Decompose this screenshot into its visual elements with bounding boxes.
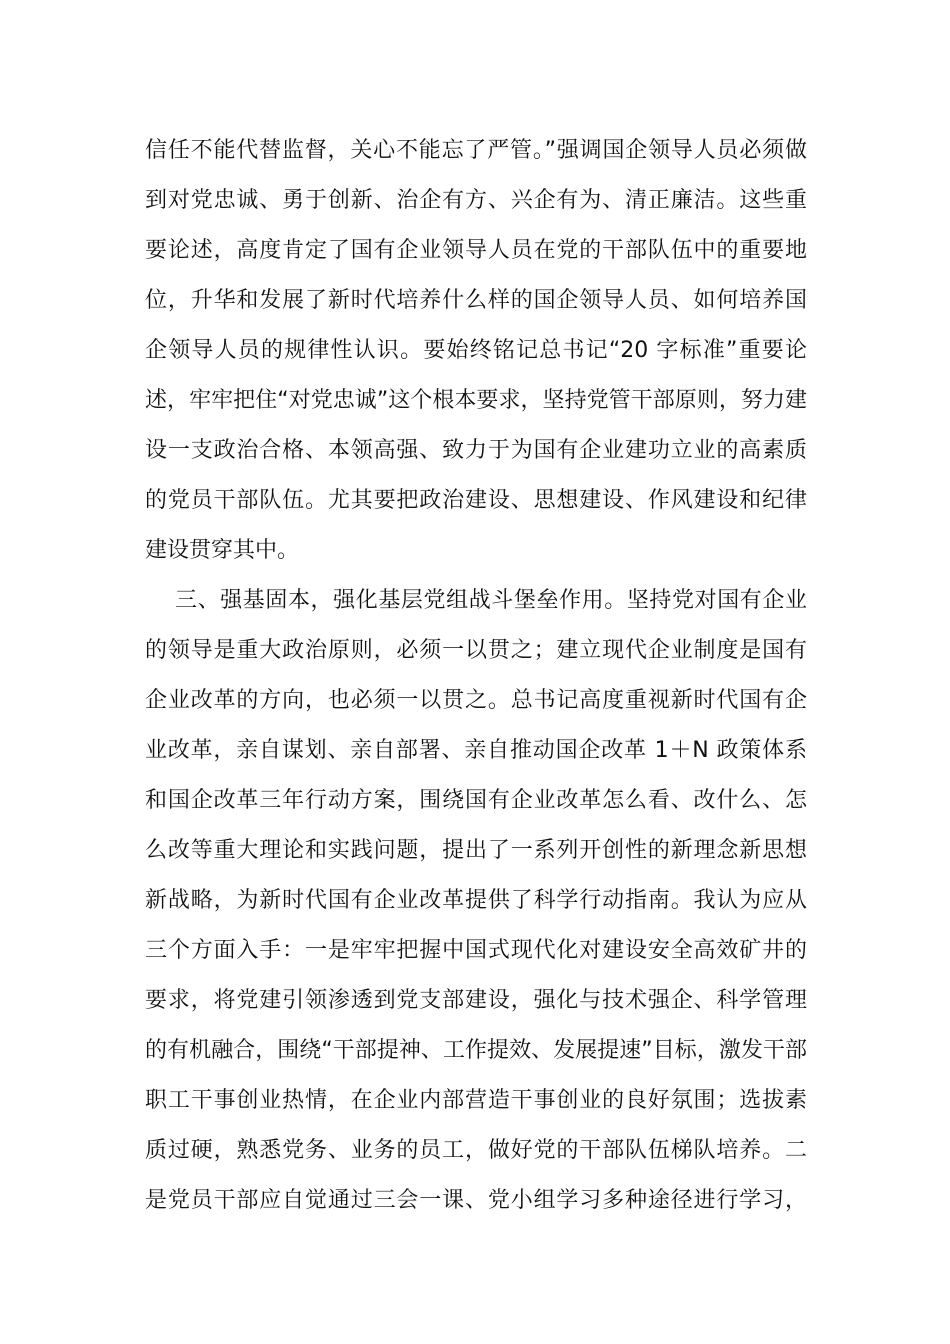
text-line: 要求，将党建引领渗透到党支部建设，强化与技术强企、科学管理 [145, 988, 807, 1013]
text-line: 新战略，为新时代国有企业改革提供了科学行动指南。我认为应从 [145, 888, 807, 913]
text-line: 么改等重大理论和实践问题，提出了一系列开创性的新理念新思想 [145, 838, 807, 863]
section-heading-line: 三、强基固本，强化基层党组战斗堡垒作用。坚持党对国有企业 [175, 588, 807, 613]
text-line: 要论述，高度肯定了国有企业领导人员在党的干部队伍中的重要地 [145, 238, 807, 263]
text-line: 质过硬，熟悉党务、业务的员工，做好党的干部队伍梯队培养。二 [145, 1138, 807, 1163]
text-line: 职工干事创业热情，在企业内部营造干事创业的良好氛围；选拔素 [145, 1088, 807, 1113]
text-line: 是党员干部应自觉通过三会一课、党小组学习多种途径进行学习， [145, 1188, 807, 1213]
text-line: 企领导人员的规律性认识。要始终铭记总书记“20 字标准”重要论 [145, 338, 807, 363]
text-line: 的党员干部队伍。尤其要把政治建设、思想建设、作风建设和纪律 [145, 488, 807, 513]
text-line: 业改革，亲自谋划、亲自部署、亲自推动国企改革 1＋N 政策体系 [145, 738, 807, 763]
body-text [145, 126, 807, 1226]
text-line: 述，牢牢把住“对党忠诚”这个根本要求，坚持党管干部原则，努力建 [145, 388, 807, 413]
text-line: 和国企改革三年行动方案，围绕国有企业改革怎么看、改什么、怎 [145, 788, 807, 813]
text-line: 到对党忠诚、勇于创新、治企有方、兴企有为、清正廉洁。这些重 [145, 188, 807, 213]
text-line: 位，升华和发展了新时代培养什么样的国企领导人员、如何培养国 [145, 288, 807, 313]
text-line: 建设贯穿其中。 [145, 538, 300, 563]
text-line: 的有机融合，围绕“干部提神、工作提效、发展提速”目标，激发干部 [145, 1038, 807, 1063]
text-line: 信任不能代替监督，关心不能忘了严管。”强调国企领导人员必须做 [145, 138, 807, 163]
text-line: 的领导是重大政治原则，必须一以贯之；建立现代企业制度是国有 [145, 638, 807, 663]
text-line: 企业改革的方向，也必须一以贯之。总书记高度重视新时代国有企 [145, 688, 807, 713]
text-line: 设一支政治合格、本领高强、致力于为国有企业建功立业的高素质 [145, 438, 807, 463]
text-line: 三个方面入手：一是牢牢把握中国式现代化对建设安全高效矿井的 [145, 938, 807, 963]
